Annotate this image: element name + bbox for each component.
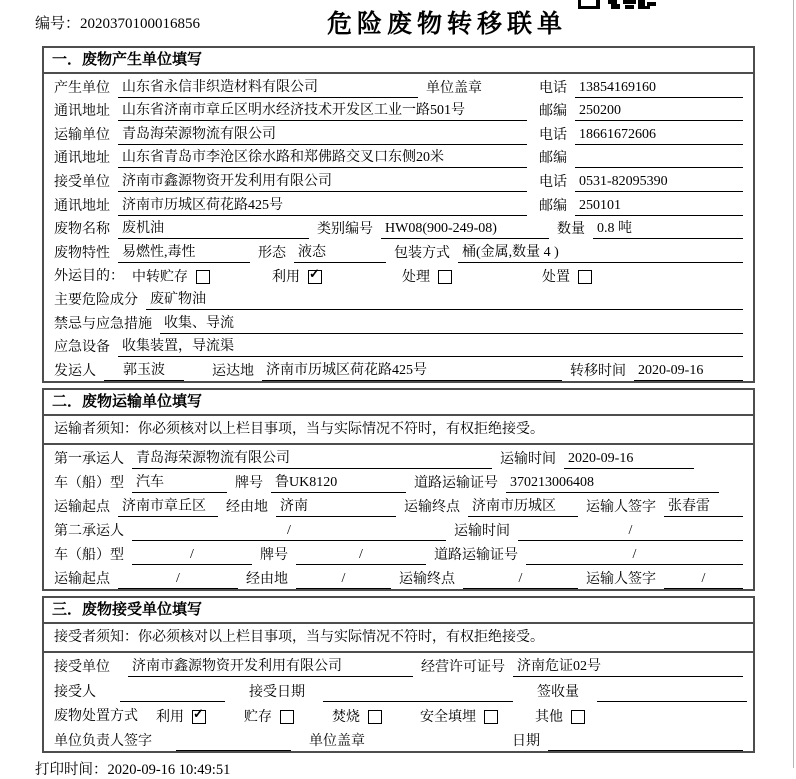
- receiving-unit-label: 接受单位: [54, 660, 110, 676]
- receiver-unit-row: [44, 168, 753, 192]
- disposal-label: 废物处置方式: [54, 709, 138, 725]
- print-time-value: 2020-09-16 10:49:51: [107, 761, 231, 778]
- section-producer: [42, 46, 755, 383]
- disposal-option-utilize: [156, 706, 244, 726]
- category-label: 类别编号: [317, 222, 373, 238]
- carrier1-label: 第一承运人: [54, 451, 124, 467]
- acceptor-value: [120, 683, 225, 702]
- option-label: 处理: [402, 270, 430, 286]
- received-qty-label: 签收量: [537, 684, 579, 700]
- carrier2-time-value: /: [518, 521, 743, 541]
- vehicle-label: 车（船）型: [54, 547, 124, 563]
- quantity-label: 数量: [557, 222, 585, 238]
- waste-name-label: 废物名称: [54, 222, 110, 238]
- carrier2-row: [44, 517, 753, 541]
- disposal-option-landfill: [420, 706, 535, 726]
- waste-name-row: [44, 216, 753, 240]
- option-label: 贮存: [244, 710, 272, 726]
- option-label: 其他: [535, 710, 563, 726]
- zip-label: 邮编: [539, 104, 567, 120]
- producer-zip-value: 250200: [575, 101, 743, 121]
- packing-label: 包装方式: [394, 245, 450, 261]
- phone-label: 电话: [539, 127, 567, 143]
- option-label: 安全填埋: [420, 710, 476, 726]
- receiver-phone-value: 0531-82095390: [575, 172, 743, 192]
- print-time-label: 打印时间：: [35, 761, 108, 778]
- route1-row: [44, 493, 753, 517]
- receiver-notice: 接受者须知：你必须核对以上栏目事项，当与实际情况不符时，有权拒绝接受。: [44, 624, 753, 653]
- address-label: 通讯地址: [54, 198, 110, 214]
- checkbox-disposal-landfill: [484, 710, 498, 724]
- purpose-option-transfer-storage: [132, 266, 272, 286]
- permit-value: 济南危证02号: [513, 657, 743, 677]
- plate1-value: 鲁UK8120: [271, 473, 406, 493]
- check-mark: ✓: [193, 706, 204, 722]
- trait-value: 易燃性,毒性: [118, 243, 250, 263]
- purpose-label: 外运目的：: [54, 269, 124, 285]
- end1-value: 济南市历城区: [468, 497, 578, 517]
- via-label: 经由地: [226, 499, 268, 515]
- page-right-edge: [793, 0, 794, 768]
- phone-label: 电话: [539, 174, 567, 190]
- end-label: 运输终点: [404, 499, 460, 515]
- producer-label: 产生单位: [54, 80, 110, 96]
- origin-label: 运输起点: [54, 571, 110, 587]
- end2-value: /: [463, 569, 578, 589]
- sign2-value: /: [664, 569, 743, 589]
- sign1-value: 张春雷: [664, 497, 743, 517]
- receiver-zip-value: 250101: [575, 196, 743, 216]
- section1-heading: 一．废物产生单位填写: [44, 48, 753, 74]
- vehicle2-value: /: [132, 545, 252, 565]
- receiver-address-value: 济南市历城区荷花路425号: [118, 196, 527, 216]
- hazard-label: 主要危险成分: [54, 292, 138, 308]
- address-label: 通讯地址: [54, 104, 110, 120]
- origin-label: 运输起点: [54, 499, 110, 515]
- section2-heading: 二．废物运输单位填写: [44, 390, 753, 416]
- origin1-value: 济南市章丘区: [118, 497, 218, 517]
- producer-address-value: 山东省济南市章丘区明水经济技术开发区工业一路501号: [118, 101, 527, 121]
- shipper-label: 发运人: [54, 363, 96, 379]
- measures-label: 禁忌与应急措施: [54, 316, 152, 332]
- producer-unit-row: [44, 74, 753, 98]
- document-header: [0, 0, 796, 38]
- check-mark: ✓: [309, 266, 320, 282]
- sign-label: 运输人签字: [586, 571, 656, 587]
- transfer-time-value: 2020-09-16: [634, 361, 743, 381]
- quantity-value: 0.8 吨: [593, 219, 743, 239]
- section3-heading: 三．废物接受单位填写: [44, 598, 753, 624]
- via-label: 经由地: [246, 571, 288, 587]
- section-transporter: [42, 388, 755, 591]
- disposal-option-other: [535, 706, 585, 726]
- transport-time-label: 运输时间: [500, 451, 556, 467]
- checkbox-transfer-storage: [196, 270, 210, 284]
- address-label: 通讯地址: [54, 151, 110, 167]
- route2-row: [44, 565, 753, 589]
- trait-label: 废物特性: [54, 245, 110, 261]
- receiver-address-row: [44, 192, 753, 216]
- option-label: 中转贮存: [132, 270, 188, 286]
- plate-label: 牌号: [235, 475, 263, 491]
- form-label: 形态: [258, 245, 286, 261]
- category-code-value: HW08(900-249-08): [381, 219, 549, 239]
- page-title: 危险废物转移联单: [327, 10, 568, 38]
- permit-label: 经营许可证号: [421, 660, 505, 676]
- head-sign-row: [44, 726, 753, 751]
- option-label: 处置: [542, 270, 570, 286]
- purpose-row: [44, 263, 753, 287]
- carrier1-time-value: 2020-09-16: [564, 449, 694, 469]
- carrier2-value: /: [132, 521, 446, 541]
- serial-label: 编号：: [35, 16, 81, 32]
- checkbox-disposal-incinerate: [368, 710, 382, 724]
- producer-address-row: [44, 98, 753, 122]
- carrier2-label: 第二承运人: [54, 523, 124, 539]
- packing-value: 桶(金属,数量 4 ): [458, 243, 743, 263]
- equipment-row: [44, 334, 753, 358]
- acceptor-row: [44, 677, 753, 702]
- transporter-unit-row: [44, 121, 753, 145]
- equipment-label: 应急设备: [54, 340, 110, 356]
- disposal-row: [44, 702, 753, 727]
- transfer-time-label: 转移时间: [570, 363, 626, 379]
- destination-value: 济南市历城区荷花路425号: [262, 361, 562, 381]
- serial-number-line: [35, 12, 200, 33]
- zip-label: 邮编: [539, 198, 567, 214]
- transporter-address-value: 山东省青岛市李沧区徐水路和郑佛路交叉口东侧20米: [118, 148, 527, 168]
- receiving-unit-value: 济南市鑫源物资开发利用有限公司: [128, 657, 413, 677]
- hazard-value: 废矿物油: [146, 290, 743, 310]
- unit-seal-label: 单位盖章: [309, 733, 365, 749]
- hazard-row: [44, 286, 753, 310]
- disposal-option-incinerate: [332, 706, 420, 726]
- vehicle1-value: 汽车: [132, 473, 227, 493]
- shipper-value: 郭玉波: [104, 361, 184, 381]
- date-label: 日期: [512, 733, 540, 749]
- receiver-name-value: 济南市鑫源物资开发利用有限公司: [118, 172, 527, 192]
- transport-time-label: 运输时间: [454, 523, 510, 539]
- plate2-value: /: [296, 545, 426, 565]
- option-label: 利用: [156, 710, 184, 726]
- producer-name-value: 山东省永信非织造材料有限公司: [118, 78, 418, 98]
- destination-label: 运达地: [212, 363, 254, 379]
- vehicle2-row: [44, 541, 753, 565]
- measures-row: [44, 310, 753, 334]
- carrier1-value: 青岛海荣源物流有限公司: [132, 449, 492, 469]
- shipper-row: [44, 357, 753, 381]
- transporter-zip-value: [575, 149, 743, 168]
- acceptor-label: 接受人: [54, 684, 96, 700]
- head-sign-value: [176, 732, 291, 751]
- license-label: 道路运输证号: [434, 547, 518, 563]
- checkbox-utilize-checked: [308, 266, 322, 284]
- transporter-phone-value: 18661672606: [575, 125, 743, 145]
- purpose-option-utilize: [272, 266, 402, 286]
- zip-label: 邮编: [539, 151, 567, 167]
- license-label: 道路运输证号: [414, 475, 498, 491]
- checkbox-dispose: [578, 270, 592, 284]
- checkbox-treat: [438, 270, 452, 284]
- accept-date-label: 接受日期: [249, 684, 305, 700]
- producer-phone-value: 13854169160: [575, 78, 743, 98]
- checkbox-disposal-other: [571, 710, 585, 724]
- option-label: 焚烧: [332, 710, 360, 726]
- checkbox-disposal-store: [280, 710, 294, 724]
- receiver-label: 接受单位: [54, 174, 110, 190]
- serial-number: 2020370100016856: [80, 16, 201, 32]
- phone-label: 电话: [539, 80, 567, 96]
- vehicle1-row: [44, 469, 753, 493]
- head-sign-label: 单位负责人签字: [54, 733, 152, 749]
- transporter-name-value: 青岛海荣源物流有限公司: [118, 125, 527, 145]
- plate-label: 牌号: [260, 547, 288, 563]
- accept-date-value: [323, 683, 513, 702]
- via2-value: /: [296, 569, 391, 589]
- license1-value: 370213006408: [506, 473, 719, 493]
- license2-value: /: [526, 545, 743, 565]
- purpose-option-treat: [402, 266, 542, 286]
- via1-value: 济南: [276, 497, 396, 517]
- measures-value: 收集、导流: [160, 314, 743, 334]
- end-label: 运输终点: [399, 571, 455, 587]
- checkbox-disposal-utilize-checked: [192, 706, 206, 724]
- waste-trait-row: [44, 239, 753, 263]
- waste-name-value: 废机油: [118, 219, 309, 239]
- print-time-line: [35, 758, 796, 779]
- received-qty-value: [597, 683, 747, 702]
- vehicle-label: 车（船）型: [54, 475, 124, 491]
- transporter-notice: 运输者须知：你必须核对以上栏目事项，当与实际情况不符时，有权拒绝接受。: [44, 416, 753, 445]
- date-value: [548, 732, 743, 751]
- sign-label: 运输人签字: [586, 499, 656, 515]
- disposal-option-store: [244, 706, 332, 726]
- seal-label: 单位盖章: [426, 80, 482, 96]
- transporter-label: 运输单位: [54, 127, 110, 143]
- transporter-address-row: [44, 145, 753, 169]
- equipment-value: 收集装置，导流渠: [118, 337, 743, 357]
- section-receiver: [42, 596, 755, 753]
- carrier1-row: [44, 445, 753, 469]
- receiving-unit-row: [44, 653, 753, 678]
- purpose-option-dispose: [542, 266, 592, 286]
- origin2-value: /: [118, 569, 238, 589]
- option-label: 利用: [272, 270, 300, 286]
- form-value: 液态: [294, 243, 386, 263]
